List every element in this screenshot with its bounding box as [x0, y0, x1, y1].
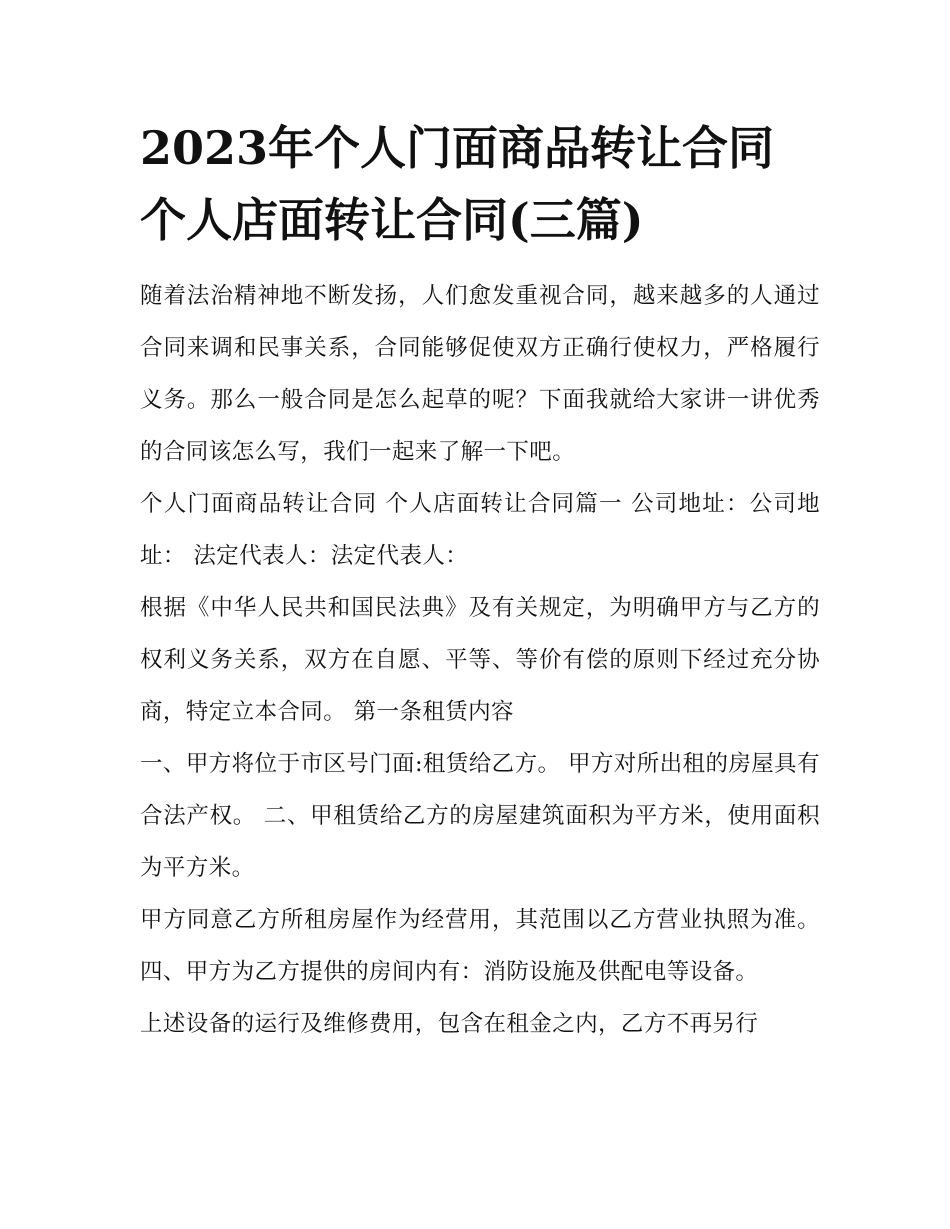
title-line-2: 个人店面转让合同(三篇)	[140, 193, 644, 247]
legal-basis-paragraph: 根据《中华人民共和国民法典》及有关规定，为明确甲方与乙方的权利义务关系，双方在自愿、平等、等价有偿的原则下经过充分协商，特定立本合同。 第一条租赁内容	[140, 595, 820, 725]
document-page	[140, 112, 820, 1050]
intro-paragraph: 随着法治精神地不断发扬，人们愈发重视合同，越来越多的人通过合同来调和民事关系，合同能够促使双方正确行使权力，严格履行义务。那么一般合同是怎么起草的呢？下面我就给大家讲一讲优秀的合同该怎么写，我们一起来了解一下吧。	[140, 283, 820, 465]
lease-content-paragraph: 一、甲方将位于市区号门面:租赁给乙方。 甲方对所出租的房屋具有合法产权。 二、甲租赁给乙方的房屋建筑面积为平方米，使用面积为平方米。	[140, 751, 820, 881]
document-title	[140, 112, 820, 256]
usage-paragraph: 甲方同意乙方所租房屋作为经营用，其范围以乙方营业执照为准。 四、甲方为乙方提供的房间内有：消防设施及供配电等设备。	[140, 907, 820, 985]
contract-header-paragraph: 个人门面商品转让合同 个人店面转让合同篇一 公司地址：公司地址： 法定代表人：法定代表人：	[140, 491, 820, 569]
title-line-1: 2023年个人门面商品转让合同	[140, 121, 775, 175]
equipment-cost-paragraph: 上述设备的运行及维修费用，包含在租金之内，乙方不再另行	[140, 1011, 759, 1037]
